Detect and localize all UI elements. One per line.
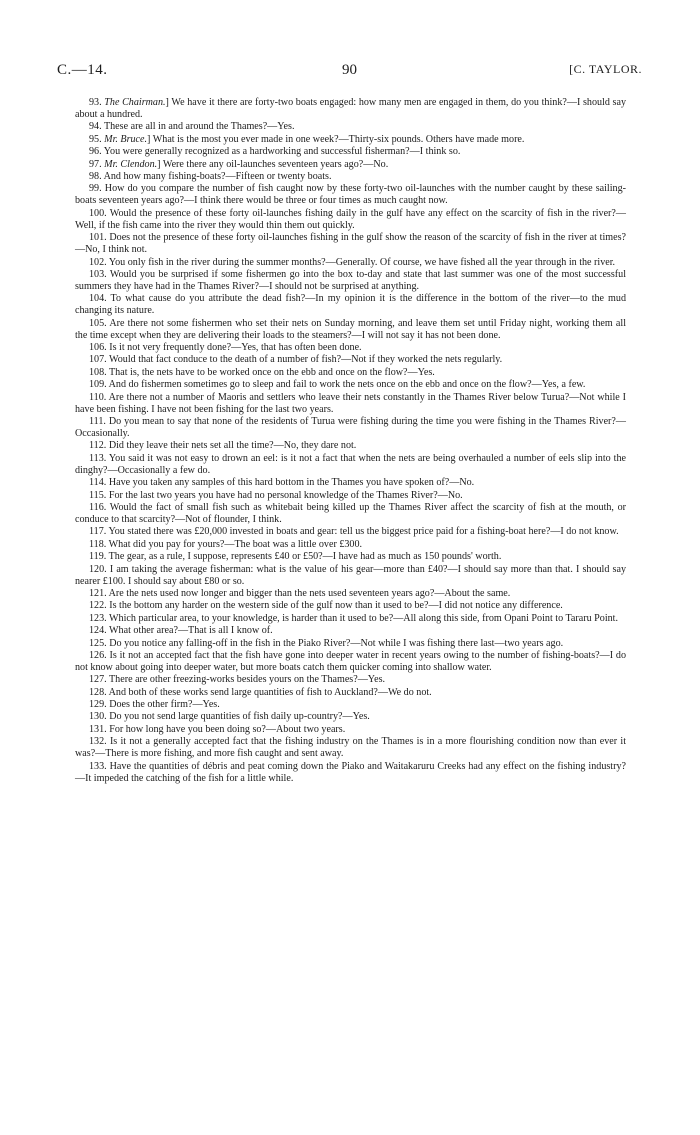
question-entry: [75, 416, 626, 440]
question-text: We have it there are forty-two boats engaged: how many men are engaged in them, do you think?—I should say about a hundred.: [75, 97, 626, 120]
question-entry: [75, 293, 626, 317]
question-text: The gear, as a rule, I suppose, represents £40 or £50?—I have had as much as 150 pounds' worth.: [108, 551, 502, 563]
question-entry: [75, 724, 626, 736]
question-text: How do you compare the number of fish caught now by these forty-two oil-launches with the number caught by these sailing-boats seventeen years ago?—I think there would be three or four times as much caught now.: [75, 183, 626, 207]
question-number: 100.: [89, 207, 107, 219]
question-number: 114.: [89, 477, 107, 489]
question-entry: [75, 257, 626, 269]
question-entry: 93. The Chairman.] We have it there are forty-two boats engaged: how many men are engaged in them, do you think?—I should say about a hundred.: [75, 97, 626, 120]
question-number: 117.: [89, 526, 107, 538]
question-number: 107.: [89, 354, 107, 366]
question-entry: [75, 490, 626, 502]
question-number: 97.: [89, 158, 102, 170]
question-entry: [75, 269, 626, 293]
question-number: 120.: [89, 563, 107, 575]
question-entry: [75, 183, 626, 207]
question-text: Is it not a generally accepted fact that the fishing industry on the Thames is in a more flourishing condition now than ever it was?—There is more fishing, and more fish caught and sent away.: [75, 736, 626, 760]
page-number: 90: [342, 62, 357, 78]
question-text: Would that fact conduce to the death of a number of fish?—Not if they worked the nets regularly.: [109, 354, 503, 366]
question-entry: [75, 613, 626, 625]
question-text: I am taking the average fisherman: what is the value of his gear—more than £40?—I should say more than that. I should say nearer £100. I should say about £80 or so.: [75, 563, 626, 587]
question-entry: [75, 477, 626, 489]
question-entry: [75, 674, 626, 686]
question-number: 133.: [89, 760, 107, 772]
question-entry: [75, 318, 626, 342]
question-number: 118.: [89, 538, 107, 550]
question-entry: [75, 638, 626, 650]
question-number: 102.: [89, 256, 107, 268]
question-entry: [75, 440, 626, 452]
question-text: Would the fact of small fish such as whitebait being killed up the Thames River affect the scarcity of fish at the mouth, or conduce to that scarcity?—Not of flounder, I think.: [75, 501, 626, 525]
question-entry: [75, 687, 626, 699]
question-text: There are other freezing-works besides yours on the Thames?—Yes.: [109, 674, 386, 686]
question-number: 98.: [89, 170, 102, 182]
question-number: 122.: [89, 600, 107, 612]
question-entry: [75, 367, 626, 379]
question-text: You only fish in the river during the summer months?—Generally. Of course, we have fished all the year through in the river.: [108, 256, 616, 268]
question-number: 103.: [89, 268, 107, 280]
question-number: 99.: [89, 183, 102, 195]
question-entry: [75, 342, 626, 354]
question-number: 110.: [89, 391, 107, 403]
question-number: 132.: [89, 736, 107, 748]
question-number: 108.: [89, 366, 107, 378]
question-number: 112.: [89, 440, 107, 452]
question-number: 126.: [89, 649, 107, 661]
question-text: You were generally recognized as a hardworking and successful fisherman?—I think so.: [103, 146, 461, 158]
question-text: What other area?—That is all I know of.: [109, 625, 273, 637]
question-entry: [75, 564, 626, 588]
question-text: That is, the nets have to be worked once on the ebb and once on the flow?—Yes.: [109, 366, 435, 378]
question-text: Does the other firm?—Yes.: [109, 699, 220, 711]
question-text: You stated there was £20,000 invested in boats and gear: tell us the biggest price paid for a fishing-boat here?—I do not know.: [108, 526, 619, 538]
question-entry: [75, 502, 626, 526]
question-entry: [75, 121, 626, 133]
question-text: Do you not send large quantities of fish daily up-country?—Yes.: [109, 711, 370, 723]
question-number: 128.: [89, 686, 107, 698]
question-entry: [75, 232, 626, 256]
question-number: 130.: [89, 711, 107, 723]
question-text: You said it was not easy to drown an eel: is it not a fact that when the nets are being overhauled a number of eels slip into the dinghy?—Occasionally a few do.: [75, 452, 626, 476]
question-entry: [75, 453, 626, 477]
question-entry: [75, 650, 626, 674]
question-entry: 97. Mr. Clendon.] Were there any oil-launches seventeen years ago?—No.: [89, 158, 389, 170]
question-text: Would the presence of these forty oil-launches fishing daily in the gulf have any effect on the scarcity of fish in the river?—Well, if the fish came into the river they would thin them out quickly.: [75, 207, 626, 231]
question-text: Are there not a number of Maoris and settlers who leave their nets constantly in the Thames River below Turua?—Not while I have been fishing. I have not been fishing for the last two years.: [75, 391, 626, 415]
question-number: 124.: [89, 625, 107, 637]
question-number: 131.: [89, 723, 107, 735]
question-text: And do fishermen sometimes go to sleep and fail to work the nets once on the ebb and once on the flow?—Yes, a few.: [108, 379, 586, 391]
page-header: [57, 62, 642, 84]
question-number: 106.: [89, 342, 107, 354]
question-entry: [75, 354, 626, 366]
question-number: 109.: [89, 379, 107, 391]
question-number: 113.: [89, 452, 107, 464]
speaker-name: The Chairman.: [104, 97, 166, 108]
question-text: For the last two years you have had no personal knowledge of the Thames River?—No.: [108, 489, 463, 501]
question-text: Which particular area, to your knowledge, is harder than it used to be?—All along this side, from Opani Point to Tararu Point.: [109, 612, 619, 624]
question-text: Have the quantities of débris and peat coming down the Piako and Waitakaruru Creeks had any effect on the fishing industry?—It impeded the catching of the fish for a little while.: [75, 760, 626, 784]
question-text: Do you mean to say that none of the residents of Turua were fishing during the time you were fishing in the Thames River?—Occasionally.: [75, 416, 626, 440]
question-text: Were there any oil-launches seventeen years ago?—No.: [162, 158, 389, 170]
question-number: 94.: [89, 121, 102, 133]
question-entry: [75, 761, 626, 785]
question-number: 95.: [89, 133, 102, 145]
question-number: 93.: [89, 97, 102, 108]
speaker-name: Mr. Bruce.: [104, 133, 148, 145]
question-text: What did you pay for yours?—The boat was a little over £300.: [108, 538, 363, 550]
question-text: Are the nets used now longer and bigger than the nets used seventeen years ago?—About the same.: [108, 587, 511, 599]
question-text: Does not the presence of these forty oil-launches fishing in the gulf show the reason of the scarcity of fish in the river at times?—No, I think not.: [75, 232, 626, 256]
question-entry: [75, 600, 626, 612]
question-text: Have you taken any samples of this hard bottom in the Thames you have spoken of?—No.: [108, 477, 475, 489]
question-text: Is the bottom any harder on the western side of the gulf now than it used to be?—I did not notice any difference.: [109, 600, 563, 612]
question-entry: [75, 539, 626, 551]
question-entry: [75, 146, 626, 158]
question-text: For how long have you been doing so?—About two years.: [109, 723, 346, 735]
question-entry: [75, 379, 626, 391]
question-entry: 95. Mr. Bruce.] What is the most you ever made in one week?—Thirty-six pounds. Others have made more.: [89, 133, 525, 145]
question-entry: [75, 551, 626, 563]
question-number: 123.: [89, 612, 107, 624]
question-entry: [75, 208, 626, 232]
question-number: 119.: [89, 551, 107, 563]
question-number: 127.: [89, 674, 107, 686]
question-number: 125.: [89, 637, 107, 649]
question-number: 101.: [89, 232, 107, 244]
testimony-body: [75, 97, 626, 785]
question-entry: [75, 588, 626, 600]
question-text: What is the most you ever made in one week?—Thirty-six pounds. Others have made more.: [152, 133, 525, 145]
question-text: Would you be surprised if some fishermen go into the box to-day and state that last summer was one of the most successful summers they have had in the Thames River?—I should not be surprised at anything.: [75, 268, 626, 292]
witness-name: [C. TAYLOR.: [569, 62, 642, 76]
question-entry: [75, 171, 626, 183]
question-number: 105.: [89, 317, 107, 329]
question-entry: [75, 699, 626, 711]
question-number: 129.: [89, 699, 107, 711]
question-entry: [75, 625, 626, 637]
question-text: And how many fishing-boats?—Fifteen or twenty boats.: [103, 170, 332, 182]
question-text: And both of these works send large quantities of fish to Auckland?—We do not.: [108, 686, 432, 698]
question-text: To what cause do you attribute the dead fish?—In my opinion it is the difference in the bottom of the river—to the mud changing its nature.: [75, 293, 627, 317]
question-number: 111.: [89, 416, 106, 428]
question-text: Do you notice any falling-off in the fish in the Piako River?—Not while I was fishing there last—two years ago.: [109, 637, 564, 649]
speaker-name: Mr. Clendon.: [104, 158, 158, 170]
question-text: These are all in and around the Thames?—Yes.: [103, 121, 295, 133]
question-text: Is it not very frequently done?—Yes, that has often been done.: [109, 342, 362, 354]
question-number: 121.: [89, 587, 107, 599]
question-text: Is it not an accepted fact that the fish have gone into deeper water in recent years owing to the number of fishing-boats?—I do not know about going into deeper water, but more boats catch them quicker coming into shallow water.: [75, 649, 626, 673]
question-number: 96.: [89, 146, 102, 158]
question-entry: [75, 392, 626, 416]
question-entry: [75, 711, 626, 723]
question-number: 104.: [89, 293, 107, 305]
question-text: Did they leave their nets set all the time?—No, they dare not.: [108, 440, 357, 452]
question-entry: [75, 736, 626, 760]
question-number: 116.: [89, 501, 107, 513]
question-entry: [75, 526, 626, 538]
question-text: Are there not some fishermen who set their nets on Sunday morning, and leave them set until Friday night, working them all the time except when they are delivering their loads to the steamers?—I will not say it has not been done.: [75, 317, 626, 341]
question-number: 115.: [89, 489, 107, 501]
document-reference: C.—14.: [57, 62, 108, 78]
